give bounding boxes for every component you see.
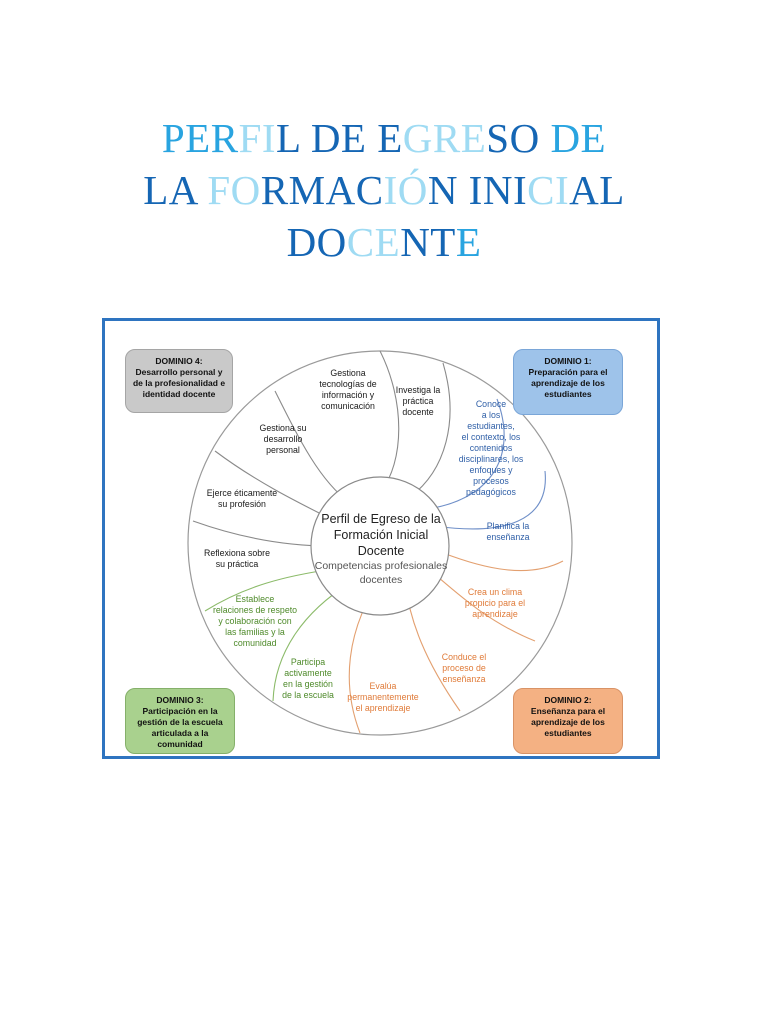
title-segment: CE [346,219,401,265]
competencia-planifica: Planifica la enseñanza [486,521,530,542]
domain-2-desc: Enseñanza para el aprendizaje de los estudiantes [530,706,606,738]
title-segment: GRE [402,115,487,161]
title-segment: FI [238,115,277,161]
domain-4-title: DOMINIO 4: [155,356,203,366]
competencia-establece: Establece relaciones de respeto y colaboración con las familias y la comunidad [212,594,298,648]
center-title: Perfil de Egreso de la Formación Inicial Docente [321,512,441,558]
title-line-3 [0,216,768,268]
title-line-2 [0,164,768,216]
domain-3-desc: Participación en la gestión de la escuela articulada a la comunidad [137,706,223,749]
title-segment: RMAC [260,167,384,213]
domain-3-title: DOMINIO 3: [156,695,204,705]
domain-4-desc: Desarrollo personal y de la profesionalidad e identidad docente [132,367,226,399]
competencia-clima: Crea un clima propicio para el aprendizaje [464,587,526,619]
competencia-investiga: Investiga la práctica docente [395,385,441,417]
competencia-conoce: Conoce a los estudiantes, el contexto, los contenidos disciplinares, los enfoques y procesos pedagógicos [458,399,524,497]
domain-2-title: DOMINIO 2: [544,695,592,705]
competencia-reflexiona: Reflexiona sobre su práctica [203,548,270,569]
domain-3-box [125,688,235,754]
title-segment: LA [143,167,208,213]
title-segment: N INI [427,167,528,213]
domain-2-box [513,688,623,754]
domain-1-desc: Preparación para el aprendizaje de los estudiantes [528,367,608,399]
title-segment: DO [286,219,347,265]
competencia-participa: Participa activamente en la gestión de la escuela [282,657,334,700]
competencia-ejerce: Ejerce éticamente su profesión [206,488,278,509]
title-segment: DE [550,115,607,161]
competencia-conduce: Conduce el proceso de enseñanza [441,652,487,684]
title-segment: SO [486,115,551,161]
competencia-gestiona-tic: Gestiona tecnologías de información y comunicación [319,368,377,411]
title-segment: PER [161,115,239,161]
domain-4-box [125,349,233,413]
diagram-frame [102,318,660,759]
competencia-evalua: Evalúa permanentemente el aprendizaje [347,681,419,713]
domain-1-title: DOMINIO 1: [544,356,592,366]
title-segment: NT [400,219,456,265]
center-subtitle: Competencias profesionales docentes [314,560,448,586]
title-segment: L DE E [276,115,403,161]
title-segment: CI [527,167,570,213]
title-segment: FO [207,167,261,213]
title-segment: E [455,219,482,265]
title-segment: IÓ [383,167,428,213]
title-segment: AL [569,167,625,213]
title-line-1 [0,112,768,164]
competencia-gestiona-desarrollo: Gestiona su desarrollo personal [259,423,307,455]
page-title [0,112,768,268]
